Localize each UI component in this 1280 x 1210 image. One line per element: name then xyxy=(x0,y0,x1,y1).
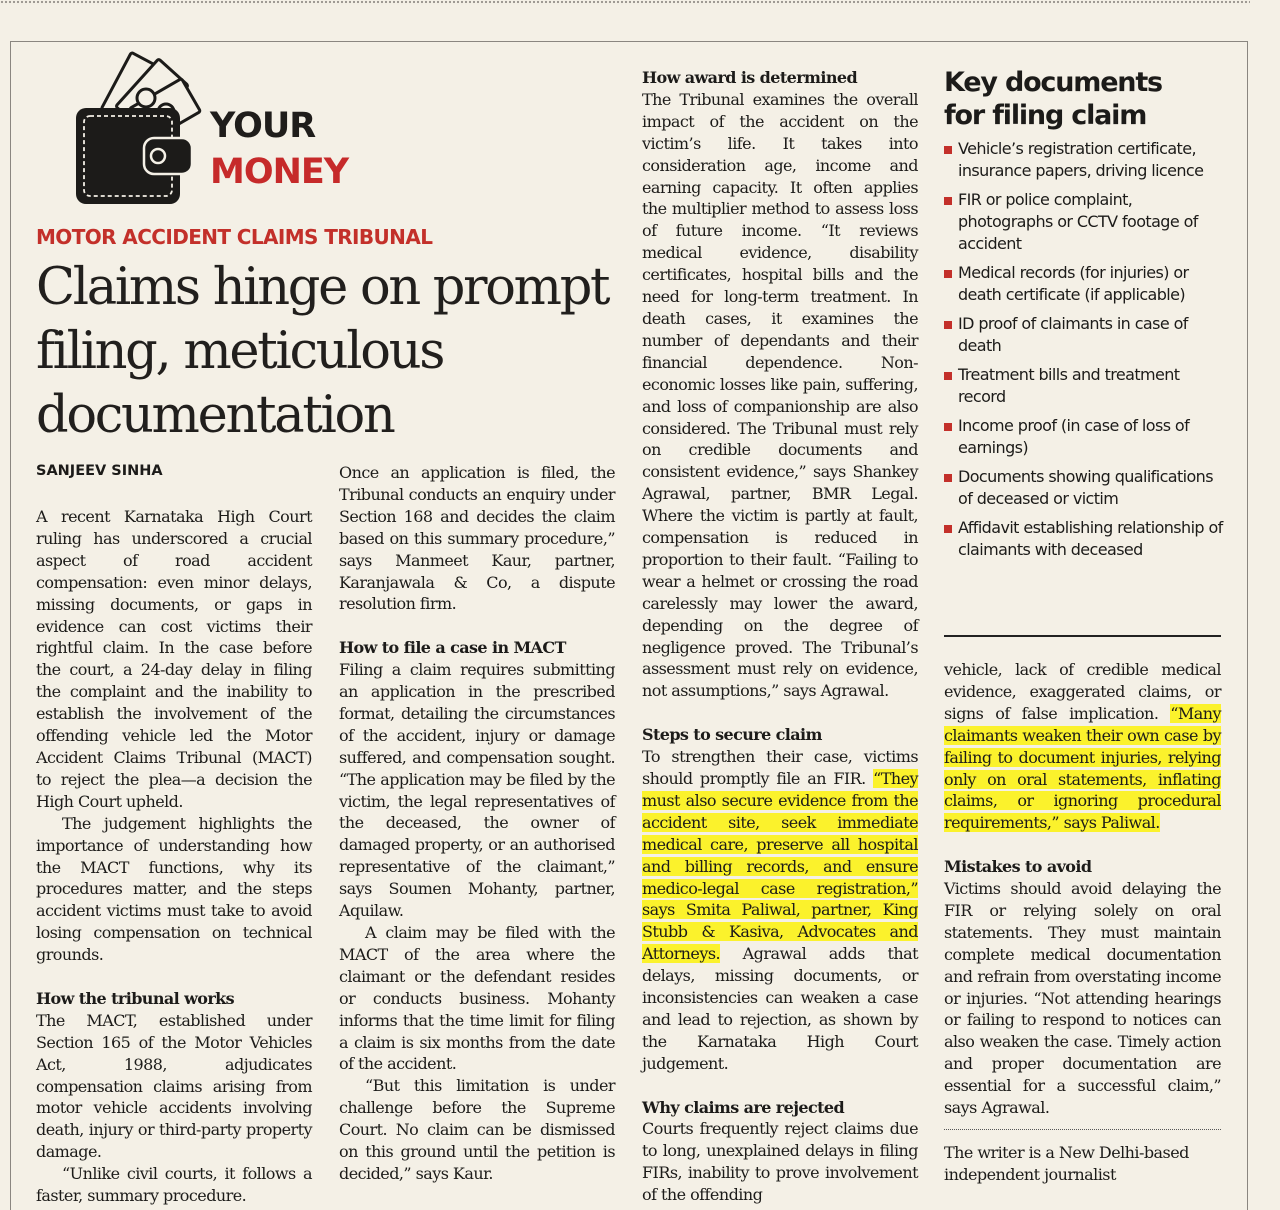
key-documents-list xyxy=(944,138,1224,568)
bullet-square-icon xyxy=(944,423,952,431)
column-1 xyxy=(36,506,312,1207)
list-item-text: Income proof (in case of loss of earnings) xyxy=(958,416,1190,457)
bullet-square-icon xyxy=(944,372,952,380)
text-run: vehicle, lack of credible medical evidence, exaggerated claims, or signs of false implication. xyxy=(944,660,1221,723)
bullet-square-icon xyxy=(944,197,952,205)
key-documents-title xyxy=(944,66,1162,132)
subhead-tribunal-works: How the tribunal works xyxy=(36,988,235,1008)
list-item-text: Affidavit establishing relationship of claimants with deceased xyxy=(958,518,1223,559)
byline: SANJEEV SINHA xyxy=(36,463,163,479)
text-run: Agrawal adds that delays, missing documents, or inconsistencies can weaken a case and lead to rejection, as shown by the Karnataka High Court judgement. xyxy=(642,944,918,1073)
paragraph: Filing a claim requires submitting an application in the prescribed format, detailing the circumstances of the accident, injury or damage suffered, and compensation sought. “The application may be filed by the victim, the legal representatives of the deceased, the owner of damaged property, or an authorised representative of the claimant,” says Soumen Mohanty, partner, Aquilaw. xyxy=(339,660,615,921)
list-item xyxy=(944,313,1224,357)
column-2 xyxy=(339,462,615,1185)
list-item xyxy=(944,364,1224,408)
paragraph: A claim may be filed with the MACT of the area where the claimant or the defendant resides or conducts business. Mohanty informs that the time limit for filing a claim is six months from the date of the accident. xyxy=(339,923,615,1074)
author-note xyxy=(944,1142,1221,1186)
paragraph: “Unlike civil courts, it follows a faster, summary procedure. xyxy=(36,1164,312,1206)
list-item xyxy=(944,415,1224,459)
kicker: MOTOR ACCIDENT CLAIMS TRIBUNAL xyxy=(36,225,433,249)
column-3 xyxy=(642,67,918,1206)
paragraph: Victims should avoid delaying the FIR or relying solely on oral statements. They must maintain complete medical documentation and refrain from overstating income or injuries. “Not attending hearings or failing to respond to notices can also weaken the case. Timely action and proper documentation are essential for a successful claim,” says Agrawal. xyxy=(944,879,1221,1118)
paragraph xyxy=(642,746,918,1075)
text-run: To strengthen their case, victims should promptly file an FIR. xyxy=(642,747,918,788)
list-item-text: Treatment bills and treatment record xyxy=(958,365,1180,406)
paragraph: The judgement highlights the importance of understanding how the MACT functions, why its procedures matter, and the steps accident victims must take to avoid losing compensation on technical grounds. xyxy=(36,813,312,965)
list-item-text: ID proof of claimants in case of death xyxy=(958,314,1188,355)
highlighted-quote-paliwal-2: “Many claimants weaken their own case by failing to document injuries, relying only on oral statements, inflating claims, or ignoring procedural requirements,” says Paliwal. xyxy=(944,703,1221,833)
paragraph: Courts frequently reject claims due to long, unexplained delays in filing FIRs, inability to prove involvement of the offending xyxy=(642,1119,918,1205)
list-item xyxy=(944,517,1224,561)
headline-line-2: filing, meticulous xyxy=(36,322,444,381)
paragraph: A recent Karnataka High Court ruling has underscored a crucial aspect of road accident compensation: even minor delays, missing documents, or gaps in evidence can cost victims their rightful claim. In the case before the court, a 24-day delay in filing the complaint and the inability to establish the involvement of the offending vehicle led the Motor Accident Claims Tribunal (MACT) to reject the plea—a decision the High Court upheld. xyxy=(36,507,312,811)
bullet-square-icon xyxy=(944,525,952,533)
column-4 xyxy=(944,659,1221,1119)
section-label-money: MONEY xyxy=(210,152,349,192)
list-item xyxy=(944,262,1224,306)
subhead-file-case: How to file a case in MACT xyxy=(339,638,566,658)
headline-line-3: documentation xyxy=(36,386,394,445)
top-dotted-border xyxy=(0,0,1250,5)
author-note-text: The writer is a New Delhi-based independent journalist xyxy=(944,1143,1189,1184)
paragraph xyxy=(944,659,1221,834)
subhead-secure-claim: Steps to secure claim xyxy=(642,725,822,745)
list-item-text: Vehicle’s registration certificate, insurance papers, driving licence xyxy=(958,139,1204,180)
headline-line-1: Claims hinge on prompt xyxy=(36,258,609,317)
key-documents-title-line-2: for filing claim xyxy=(944,100,1147,131)
footer-divider xyxy=(944,1129,1221,1130)
subhead-claims-rejected: Why claims are rejected xyxy=(642,1097,845,1117)
subhead-award-determined: How award is determined xyxy=(642,68,858,87)
paragraph: The Tribunal examines the overall impact of the accident on the victim’s life. It takes into consideration age, income and earning capacity. It often applies the multiplier method to assess loss of future income. “It reviews medical evidence, disability certificates, hospital bills and the need for long-term treatment. In death cases, it examines the number of dependants and their financial dependence. Non-economic losses like pain, suffering, and loss of companionship are also considered. The Tribunal must rely on credible documents and consistent evidence,” says Shankey Agrawal, partner, BMR Legal. Where the victim is partly at fault, compensation is reduced in proportion to their fault. “Failing to wear a helmet or crossing the road carelessly may lower the award, depending on the degree of negligence proved. The Tribunal’s assessment must rely on evidence, not assumptions,” says Agrawal. xyxy=(642,89,918,701)
paragraph: The MACT, established under Section 165 of the Motor Vehicles Act, 1988, adjudicates compensation claims arising from motor vehicle accidents involving death, injury or third-party property damage. xyxy=(36,1010,312,1162)
list-item xyxy=(944,189,1224,255)
paragraph: Once an application is filed, the Tribunal conducts an enquiry under Section 168 and decides the claim based on this summary procedure,” says Manmeet Kaur, partner, Karanjawala & Co, a dispute resolution firm. xyxy=(339,463,615,614)
bullet-square-icon xyxy=(944,474,952,482)
subhead-mistakes-avoid: Mistakes to avoid xyxy=(944,857,1092,877)
bullet-square-icon xyxy=(944,146,952,154)
list-item-text: FIR or police complaint, photographs or CCTV footage of accident xyxy=(958,190,1198,253)
section-label-your: YOUR xyxy=(210,106,316,146)
key-documents-title-line-1: Key documents xyxy=(944,67,1162,98)
list-item-text: Documents showing qualifications of deceased or victim xyxy=(958,467,1213,508)
paragraph: “But this limitation is under challenge before the Supreme Court. No claim can be dismissed on this ground until the petition is decided,” says Kaur. xyxy=(339,1076,615,1183)
list-item xyxy=(944,138,1224,182)
bullet-square-icon xyxy=(944,321,952,329)
highlighted-quote-paliwal: “They must also secure evidence from the accident site, seek immediate medical care, preserve all hospital and billing records, and ensure medico-legal case registration,” says Smita Paliwal, partner, King Stubb & Kasiva, Advocates and Attorneys. xyxy=(642,768,918,964)
bullet-square-icon xyxy=(944,270,952,278)
sidebar-divider xyxy=(944,635,1221,637)
list-item xyxy=(944,466,1224,510)
list-item-text: Medical records (for injuries) or death certificate (if applicable) xyxy=(958,263,1189,304)
headline xyxy=(36,256,626,448)
wallet-money-icon xyxy=(74,50,204,210)
